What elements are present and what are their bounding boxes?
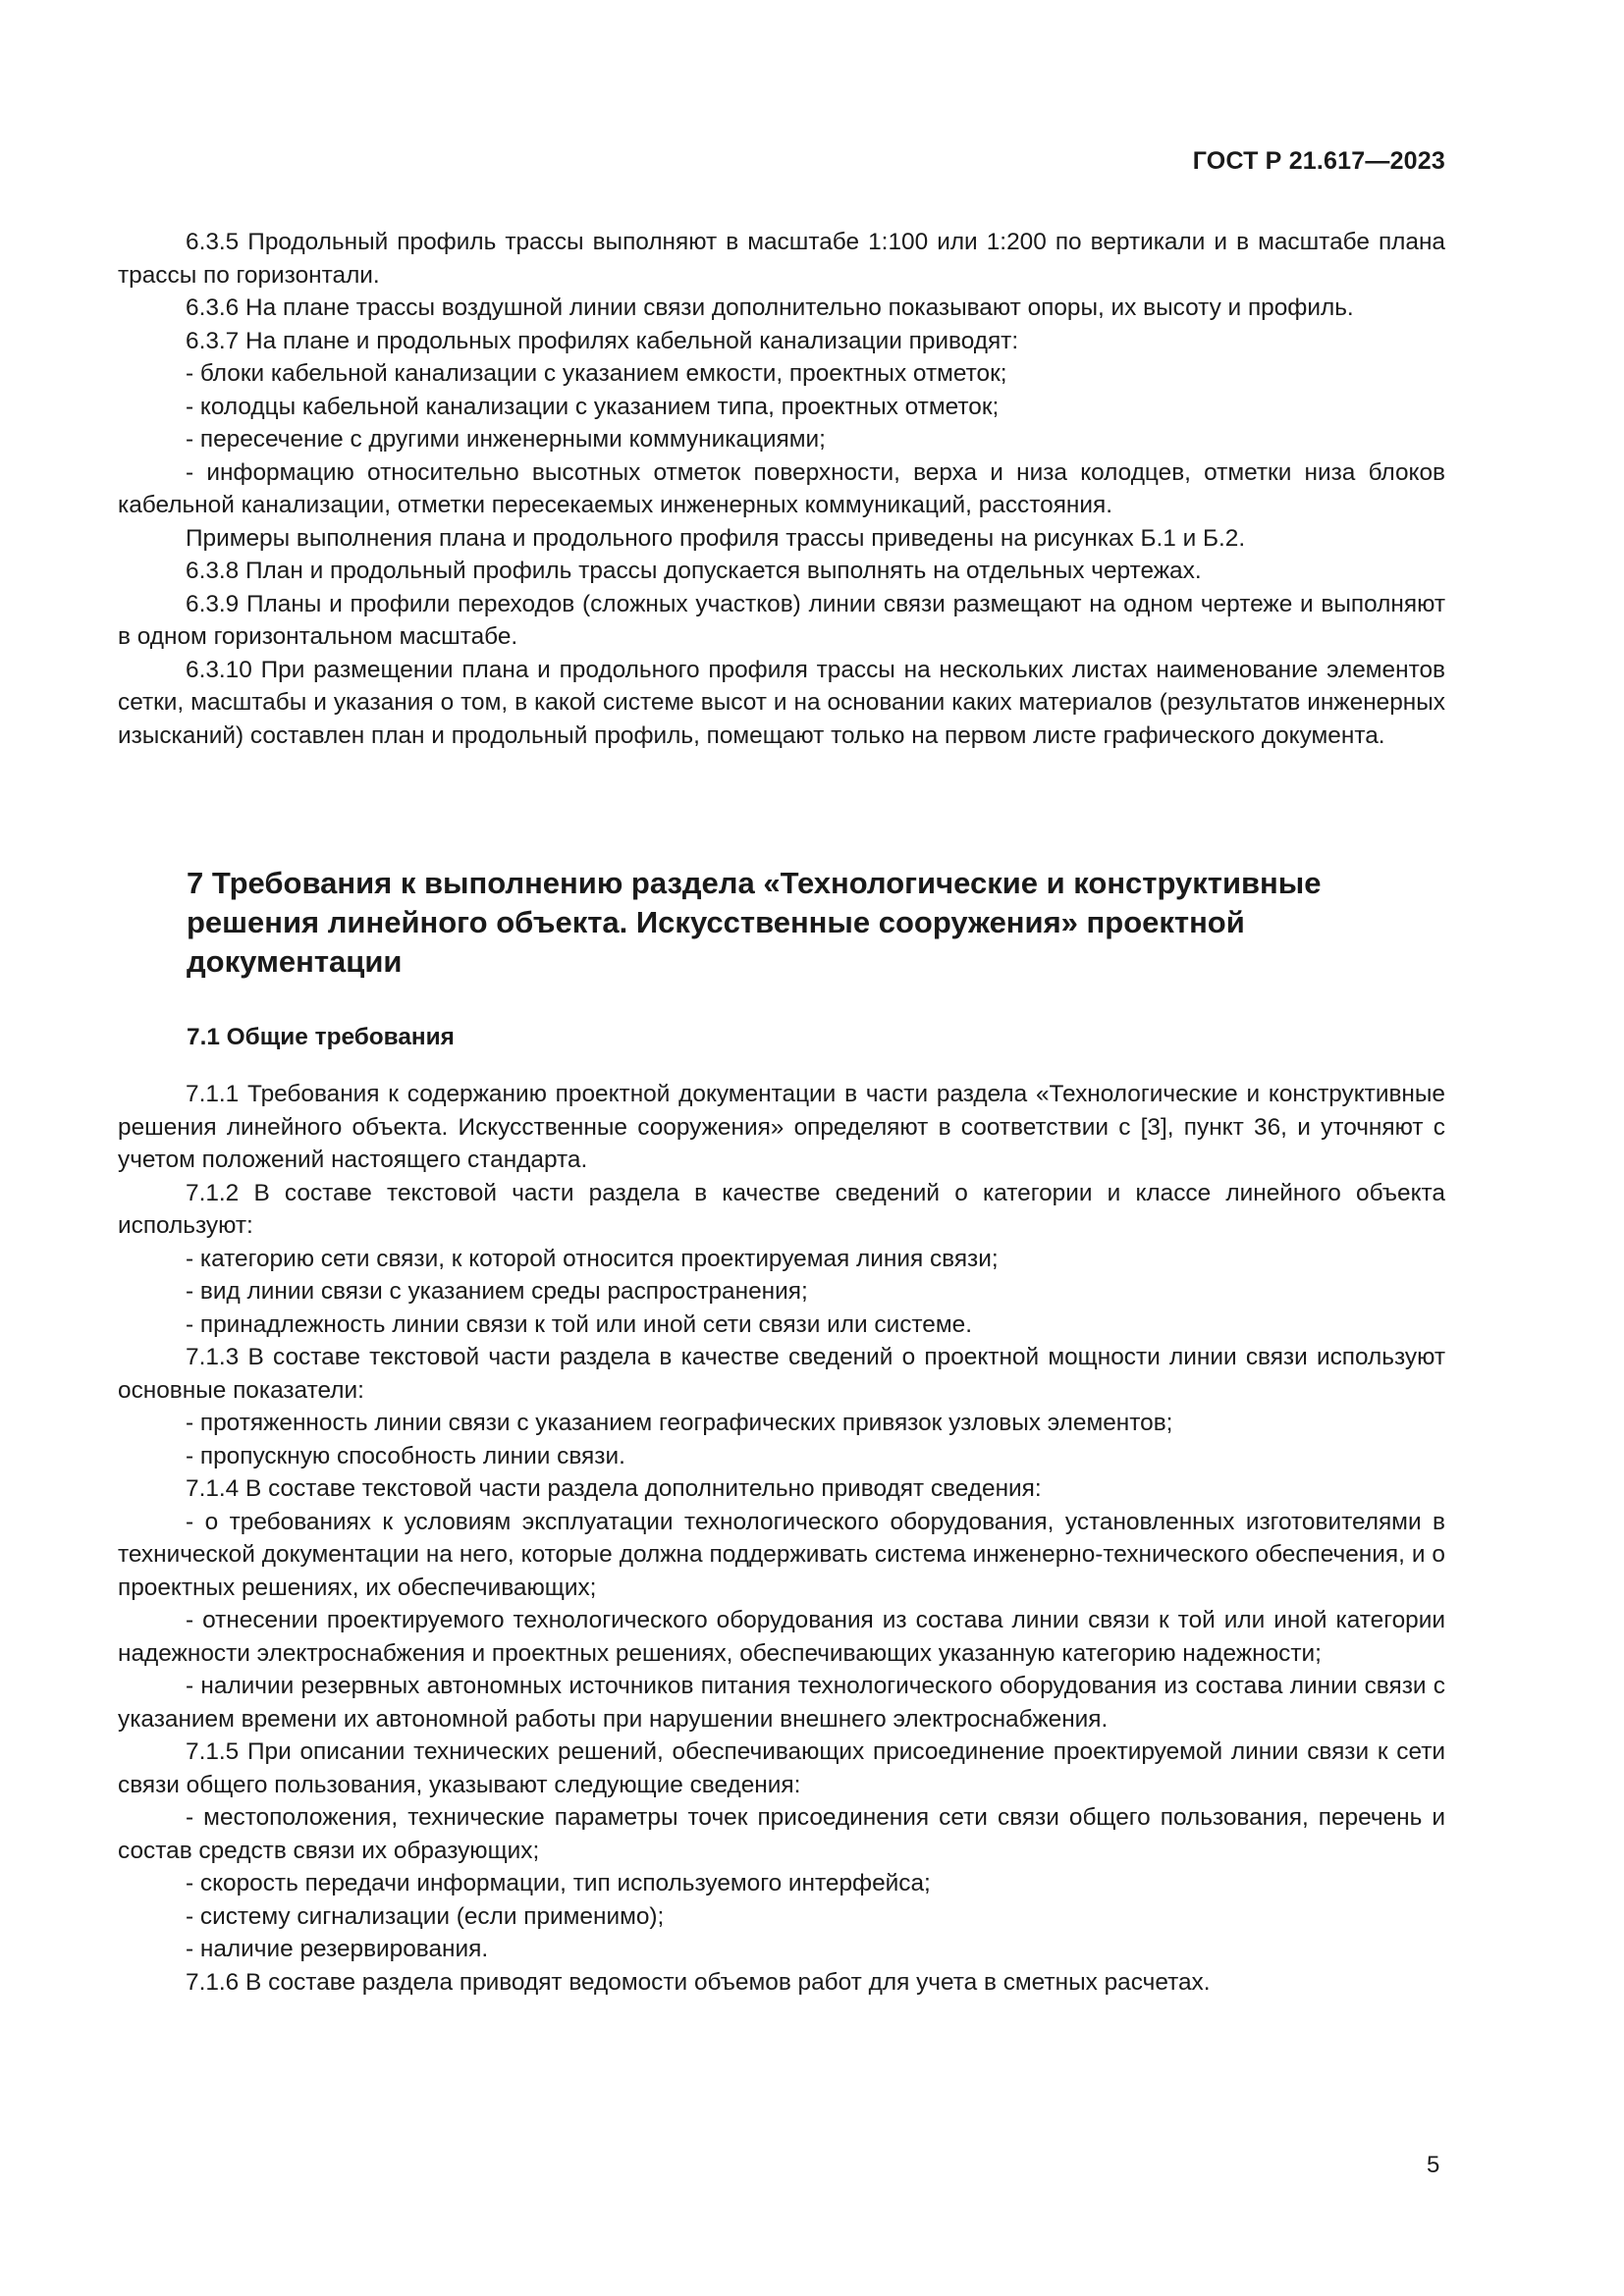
paragraph-6-3-10: 6.3.10 При размещении плана и продольного профиля трассы на нескольких листах наименование элементов сетки, масштабы и указания о том, в какой системе высот и на основании каких материалов (результатов инженерных изысканий) составлен план и продольный профиль, помещают только на первом листе графического документа.	[118, 656, 1445, 749]
paragraph-7-1-2: 7.1.2 В составе текстовой части раздела в качестве сведений о категории и классе линейного объекта используют:	[118, 1179, 1445, 1239]
list-item: - принадлежность линии связи к той или иной сети связи или системе.	[186, 1310, 972, 1338]
paragraph-7-1-6: 7.1.6 В составе раздела приводят ведомости объемов работ для учета в сметных расчетах.	[186, 1968, 1211, 1996]
list-item: - местоположения, технические параметры точек присоединения сети связи общего пользования, перечень и состав средств связи их образующих;	[118, 1804, 1445, 1864]
page-number: 5	[1427, 2152, 1440, 2178]
list-item: - блоки кабельной канализации с указанием емкости, проектных отметок;	[186, 360, 1007, 387]
list-item: - вид линии связи с указанием среды распространения;	[186, 1278, 808, 1305]
paragraph-6-3-8: 6.3.8 План и продольный профиль трассы допускается выполнять на отдельных чертежах.	[186, 558, 1202, 584]
paragraph-6-3-6: 6.3.6 На плане трассы воздушной линии связи дополнительно показывают опоры, их высоту и профиль.	[186, 294, 1354, 321]
paragraph-7-1-5: 7.1.5 При описании технических решений, обеспечивающих присоединение проектируемой линии связи к сети связи общего пользования, указывают следующие сведения:	[118, 1738, 1445, 1798]
list-item: - отнесении проектируемого технологического оборудования из состава линии связи к той или иной категории надежности электроснабжения и проектных решениях, обеспечивающих указанную категорию надежности;	[118, 1607, 1445, 1667]
list-item: - скорость передачи информации, тип используемого интерфейса;	[186, 1870, 931, 1896]
section-7-heading: 7 Требования к выполнению раздела «Технологические и конструктивные решения линейного объекта. Искусственные сооружения» проектной документации	[187, 866, 1322, 979]
section-7-1-body	[118, 1078, 1445, 1999]
section-6-3-continuation	[118, 226, 1445, 752]
list-item: - наличии резервных автономных источников питания технологического оборудования из состава линии связи с указанием времени их автономной работы при нарушении внешнего электроснабжения.	[118, 1673, 1445, 1733]
paragraph-6-3-5: 6.3.5 Продольный профиль трассы выполняют в масштабе 1:100 или 1:200 по вертикали и в масштабе плана трассы по горизонтали.	[118, 229, 1445, 289]
list-item: - наличие резервирования.	[186, 1936, 489, 1962]
standard-code-header: ГОСТ Р 21.617—2023	[1192, 147, 1445, 175]
list-item: - информацию относительно высотных отметок поверхности, верха и низа колодцев, отметки низа блоков кабельной канализации, отметки пересекаемых инженерных коммуникаций, расстояния.	[118, 458, 1445, 518]
paragraph-6-3-7: 6.3.7 На плане и продольных профилях кабельной канализации приводят:	[186, 327, 1019, 354]
list-item: - пропускную способность линии связи.	[186, 1442, 625, 1469]
paragraph-examples: Примеры выполнения плана и продольного профиля трассы приведены на рисунках Б.1 и Б.2.	[186, 524, 1246, 552]
list-item: - пересечение с другими инженерными коммуникациями;	[186, 426, 826, 453]
list-item: - о требованиях к условиям эксплуатации технологического оборудования, установленных изготовителями в технической документации на него, которые должна поддерживать система инженерно-технического обеспечения, и о проектных решениях, их обеспечивающих;	[118, 1508, 1445, 1601]
list-item: - категорию сети связи, к которой относится проектируемая линия связи;	[186, 1245, 999, 1272]
list-item: - протяженность линии связи с указанием географических привязок узловых элементов;	[186, 1410, 1173, 1436]
paragraph-7-1-1: 7.1.1 Требования к содержанию проектной документации в части раздела «Технологические и конструктивные решения линейного объекта. Искусственные сооружения» определяют в соответствии с [3], пункт 36, и уточняют с учетом положений настоящего стандарта.	[118, 1081, 1445, 1173]
paragraph-6-3-9: 6.3.9 Планы и профили переходов (сложных участков) линии связи размещают на одном чертеже и выполняют в одном горизонтальном масштабе.	[118, 590, 1445, 650]
list-item: - колодцы кабельной канализации с указанием типа, проектных отметок;	[186, 393, 1000, 420]
paragraph-7-1-3: 7.1.3 В составе текстовой части раздела в качестве сведений о проектной мощности линии связи используют основные показатели:	[118, 1344, 1445, 1404]
list-item: - систему сигнализации (если применимо);	[186, 1902, 665, 1930]
paragraph-7-1-4: 7.1.4 В составе текстовой части раздела дополнительно приводят сведения:	[186, 1475, 1042, 1502]
subsection-7-1-heading: 7.1 Общие требования	[187, 1024, 455, 1050]
